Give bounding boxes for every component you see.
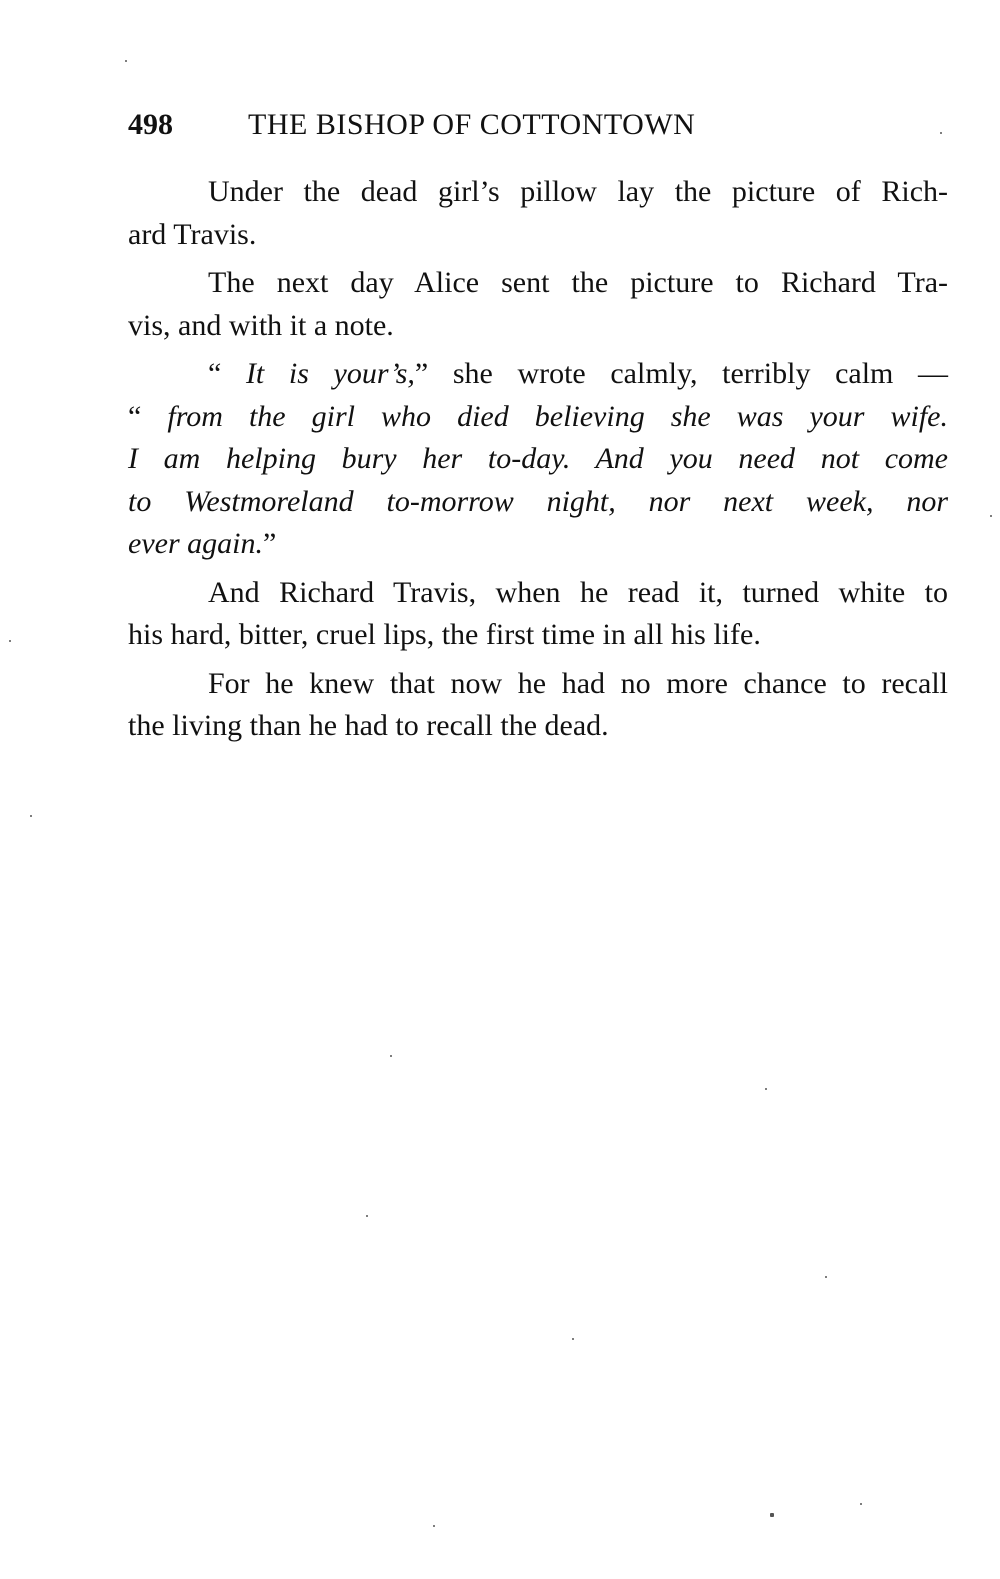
open-quote: “ — [208, 357, 246, 390]
scan-speck — [770, 1513, 774, 1517]
text-line — [128, 523, 948, 566]
scan-speck — [765, 1088, 767, 1090]
italic-text: from the girl who died believing she was your wife. — [167, 399, 948, 433]
text-line: Under the dead girl’s pillow lay the picture of Rich- — [208, 175, 948, 208]
italic-text: to Westmoreland to-morrow night, nor next week, nor — [128, 484, 948, 518]
book-title: THE BISHOP OF COTTONTOWN — [248, 108, 696, 141]
scan-speck — [125, 60, 127, 62]
close-quote: ” — [262, 527, 277, 560]
text-line — [128, 438, 948, 481]
scan-speck — [9, 640, 11, 642]
scan-speck — [860, 1503, 862, 1505]
scan-speck — [30, 815, 32, 817]
text-line — [128, 396, 948, 439]
scan-speck — [433, 1525, 435, 1527]
italic-text: It is your’s, — [245, 357, 415, 390]
paragraph-4 — [128, 572, 948, 657]
open-quote: “ — [128, 399, 168, 433]
text-line: ard Travis. — [128, 217, 257, 251]
text-line: The next day Alice sent the picture to Richard Tra- — [208, 266, 948, 299]
scan-speck — [940, 132, 942, 134]
text-line: his hard, bitter, cruel lips, the first time in all his life. — [128, 618, 761, 651]
scan-speck — [390, 1055, 392, 1057]
scan-speck — [990, 515, 992, 517]
text-line: For he knew that now he had no more chance to recall — [208, 666, 948, 700]
text-line: vis, and with it a note. — [128, 308, 394, 342]
text-line: And Richard Travis, when he read it, turned white to — [208, 575, 948, 609]
scan-speck — [825, 1276, 827, 1278]
text-line — [128, 481, 948, 524]
text-line: the living than he had to recall the dead. — [128, 709, 609, 742]
plain-text: ” she wrote calmly, terribly calm — — [414, 357, 948, 390]
scan-speck — [572, 1338, 574, 1340]
italic-text: I am helping bury her to-day. And you need not come — [128, 442, 948, 475]
text-line — [128, 353, 948, 396]
paragraph-1 — [128, 171, 948, 256]
body-text — [128, 171, 948, 754]
paragraph-5 — [128, 663, 948, 748]
scan-speck — [366, 1215, 368, 1217]
running-head — [128, 108, 948, 152]
paragraph-3-quoted-note — [128, 353, 948, 566]
page-number: 498 — [128, 108, 173, 141]
paragraph-2 — [128, 262, 948, 347]
italic-text: ever again. — [128, 527, 263, 560]
